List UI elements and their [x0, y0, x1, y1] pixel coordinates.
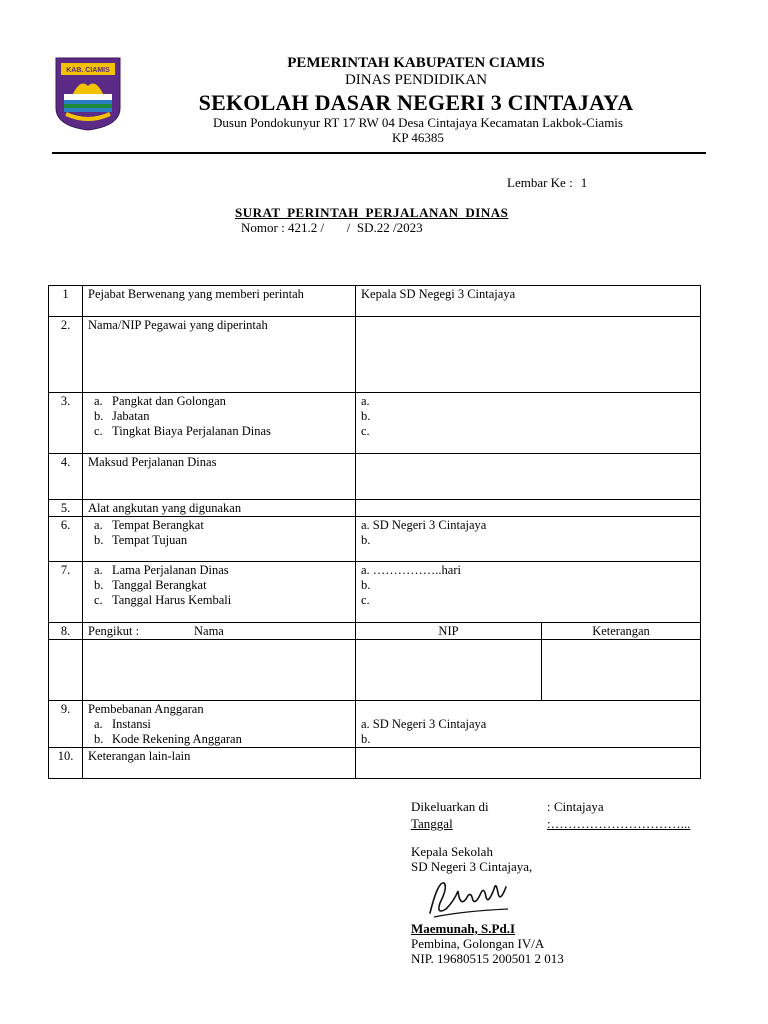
row-number: 8.	[49, 623, 83, 640]
issued-place-line	[411, 799, 604, 815]
table-row	[49, 454, 701, 500]
row-number-empty	[49, 640, 83, 701]
sub-item: a. Lama Perjalanan Dinas	[94, 563, 229, 577]
row-number: 7.	[49, 562, 83, 623]
table-row	[49, 562, 701, 623]
issued-date-line	[411, 816, 690, 832]
sheet-label: Lembar Ke :	[507, 175, 573, 190]
table-row	[49, 500, 701, 517]
table-row	[49, 317, 701, 393]
travel-order-table	[48, 285, 701, 779]
issued-date-label: Tanggal	[411, 816, 453, 831]
row-label	[83, 393, 356, 454]
row-value-empty	[356, 454, 701, 500]
sub-item: b. Tempat Tujuan	[94, 533, 188, 547]
row-value: a. b. c.	[356, 393, 701, 454]
row-number: 10.	[49, 748, 83, 779]
row-label: Maksud Perjalanan Dinas	[83, 454, 356, 500]
row-value: a. ……………..hari b. c.	[356, 562, 701, 623]
row-value-empty	[356, 748, 701, 779]
sub-item: b. Tanggal Berangkat	[94, 578, 207, 592]
sub-item: a. Pangkat dan Golongan	[94, 394, 226, 408]
ciamis-regency-logo	[52, 56, 124, 132]
row-label	[83, 517, 356, 562]
document-title: SURAT PERINTAH PERJALANAN DINAS	[235, 205, 509, 220]
agency-heading: DINAS PENDIDIKAN	[344, 72, 488, 88]
table-row	[49, 286, 701, 317]
col-nama-header: Nama	[194, 624, 224, 638]
sub-item: a. Instansi	[94, 717, 151, 731]
document-number: Nomor : 421.2 / / SD.22 /2023	[241, 220, 423, 235]
col-nip-header: NIP	[356, 623, 542, 640]
row-number: 9.	[49, 701, 83, 748]
handwritten-signature	[424, 873, 512, 923]
sheet-number	[507, 175, 587, 191]
row-label: Pembebanan Anggaran a. Instansi b. Kode Rekening Anggaran	[83, 701, 356, 748]
signer-rank: Pembina, Golongan IV/A	[411, 936, 545, 951]
issued-place-label: Dikeluarkan di	[411, 799, 489, 814]
sub-item: a. Tempat Berangkat	[94, 518, 204, 532]
row-number: 1	[49, 286, 83, 317]
sub-item: b. Jabatan	[94, 409, 150, 423]
row-value-empty	[356, 500, 701, 517]
table-row	[49, 748, 701, 779]
row-value-empty	[356, 317, 701, 393]
row-value: a. SD Negeri 3 Cintajaya b.	[356, 517, 701, 562]
pengikut-label: Pengikut :	[88, 624, 140, 638]
row-number: 2.	[49, 317, 83, 393]
row-label: Alat angkutan yang digunakan	[83, 500, 356, 517]
school-name: SEKOLAH DASAR NEGERI 3 CINTAJAYA	[198, 90, 634, 115]
row-number: 6.	[49, 517, 83, 562]
table-row	[49, 517, 701, 562]
sub-item: c. Tanggal Harus Kembali	[94, 593, 232, 607]
row-number: 4.	[49, 454, 83, 500]
pengikut-nama-empty	[83, 640, 356, 701]
pengikut-header	[83, 623, 356, 640]
signer-school: SD Negeri 3 Cintajaya,	[411, 859, 533, 874]
signer-title: Kepala Sekolah	[411, 844, 493, 859]
row-value: a. SD Negeri 3 Cintajaya b.	[356, 701, 701, 748]
pengikut-keterangan-empty	[542, 640, 701, 701]
school-address: Dusun Pondokunyur RT 17 RW 04 Desa Cintajaya Kecamatan Lakbok-Ciamis	[213, 115, 623, 130]
sub-item: c. Tingkat Biaya Perjalanan Dinas	[94, 424, 271, 438]
logo-title-text: KAB. CIAMIS	[66, 67, 110, 74]
table-row	[49, 701, 701, 748]
table-row	[49, 640, 701, 701]
pengikut-nip-empty	[356, 640, 542, 701]
issued-place-value: : Cintajaya	[547, 799, 604, 814]
table-row	[49, 623, 701, 640]
signer-nip: NIP. 19680515 200501 2 013	[411, 951, 564, 966]
row-number: 3.	[49, 393, 83, 454]
signer-name: Maemunah, S.Pd.I	[411, 921, 516, 936]
row-value: Kepala SD Negegi 3 Cintajaya	[356, 286, 701, 317]
postal-code: KP 46385	[392, 130, 444, 145]
sheet-value: 1	[580, 175, 588, 190]
row-label	[83, 562, 356, 623]
sub-item: b. Kode Rekening Anggaran	[94, 732, 242, 746]
header-divider	[52, 152, 706, 154]
row-number: 5.	[49, 500, 83, 517]
issued-date-value: :…………………………...	[547, 816, 691, 831]
row-label: Nama/NIP Pegawai yang diperintah	[83, 317, 356, 393]
table-row	[49, 393, 701, 454]
col-keterangan-header: Keterangan	[542, 623, 701, 640]
government-heading: PEMERINTAH KABUPATEN CIAMIS	[287, 55, 545, 71]
row-label: Pejabat Berwenang yang memberi perintah	[83, 286, 356, 317]
row-label: Keterangan lain-lain	[83, 748, 356, 779]
